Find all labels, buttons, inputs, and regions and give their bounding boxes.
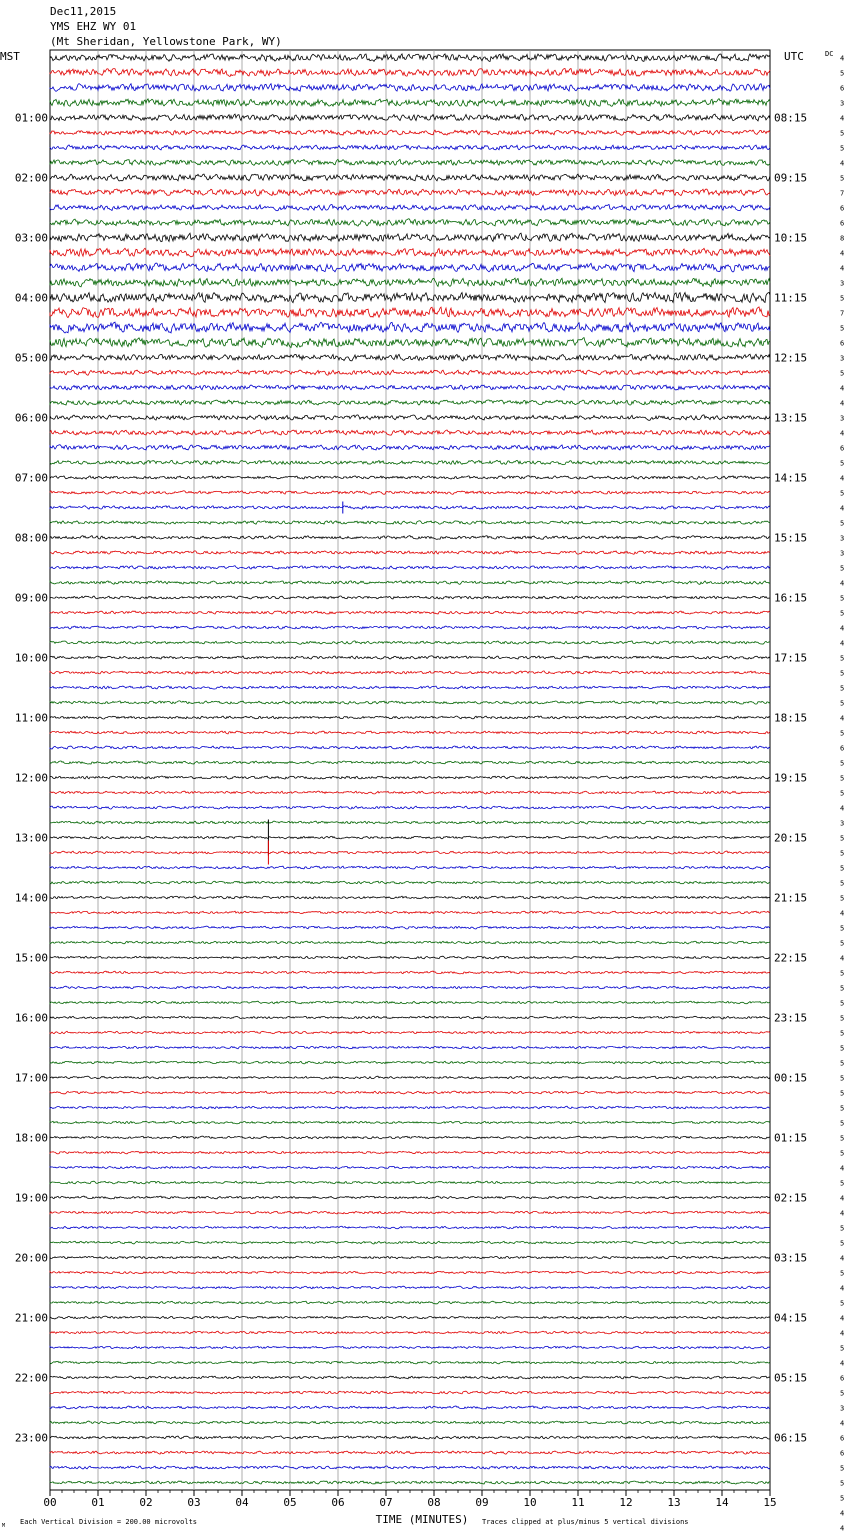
dc-offset-value: 5 xyxy=(840,1149,845,1158)
seismic-trace xyxy=(50,1001,770,1004)
dc-offset-value: 5 xyxy=(840,69,845,78)
dc-offset-value: 5 xyxy=(840,864,845,873)
dc-offset-values xyxy=(840,55,844,1534)
dc-offset-value: 7 xyxy=(840,309,845,318)
seismic-trace xyxy=(50,445,770,450)
seismic-trace xyxy=(50,1406,770,1409)
seismic-trace xyxy=(50,1031,770,1034)
dc-offset-value: 4 xyxy=(840,384,845,393)
dc-offset-value: 5 xyxy=(840,654,845,663)
dc-offset-value: 5 xyxy=(840,564,845,573)
dc-offset-value: 7 xyxy=(840,189,845,198)
left-hour-label: 13:00 xyxy=(14,831,48,845)
seismic-trace xyxy=(50,1046,770,1049)
x-tick-label: 12 xyxy=(619,1496,633,1509)
dc-offset-value: 4 xyxy=(840,1419,845,1428)
left-hour-label: 18:00 xyxy=(14,1131,48,1145)
dc-offset-value: 5 xyxy=(840,1179,845,1188)
seismic-trace xyxy=(50,761,770,764)
dc-offset-value: 5 xyxy=(840,294,845,303)
dc-offset-value: 5 xyxy=(840,774,845,783)
right-hour-label: 09:15 xyxy=(774,171,808,185)
dc-offset-value: 4 xyxy=(840,504,845,513)
right-hour-label: 22:15 xyxy=(774,951,808,965)
dc-offset-value: 4 xyxy=(840,579,845,588)
left-hour-label: 23:00 xyxy=(14,1431,48,1445)
dc-offset-value: 5 xyxy=(840,1059,845,1068)
seismic-trace xyxy=(50,322,770,333)
seismic-trace xyxy=(50,293,770,303)
dc-offset-value: 5 xyxy=(840,969,845,978)
seismic-trace xyxy=(50,896,770,899)
dc-offset-value: 5 xyxy=(840,1344,845,1353)
seismic-trace xyxy=(50,354,770,361)
seismic-trace xyxy=(50,159,770,165)
seismic-trace xyxy=(50,263,770,272)
dc-offset-value: 5 xyxy=(840,1074,845,1083)
seismic-trace xyxy=(50,1181,770,1184)
seismic-trace xyxy=(50,1346,770,1349)
right-hour-label: 13:15 xyxy=(774,411,808,425)
seismic-trace xyxy=(50,1091,770,1094)
dc-offset-value: 5 xyxy=(840,1239,845,1248)
seismic-trace xyxy=(50,1121,770,1124)
dc-offset-value: 4 xyxy=(840,264,845,273)
seismic-trace xyxy=(50,1301,770,1304)
dc-offset-value: 4 xyxy=(840,1209,845,1218)
dc-offset-value: 5 xyxy=(840,939,845,948)
dc-offset-value: 5 xyxy=(840,894,845,903)
x-tick-label: 13 xyxy=(667,1496,681,1509)
left-hour-label: 09:00 xyxy=(14,591,48,605)
dc-offset-value: 3 xyxy=(840,819,845,828)
right-hour-label: 14:15 xyxy=(774,471,808,485)
dc-offset-value: 4 xyxy=(840,474,845,483)
seismic-trace xyxy=(50,84,770,92)
dc-offset-value: 4 xyxy=(840,1524,845,1533)
seismic-traces xyxy=(50,54,770,1484)
seismic-trace xyxy=(50,821,770,824)
right-hour-label: 11:15 xyxy=(774,291,808,305)
left-hour-label: 02:00 xyxy=(14,171,48,185)
dc-offset-value: 3 xyxy=(840,354,845,363)
dc-offset-value: 5 xyxy=(840,609,845,618)
dc-offset-value: 5 xyxy=(840,1104,845,1113)
seismic-trace xyxy=(50,596,770,599)
seismic-trace xyxy=(50,1361,770,1364)
seismic-trace xyxy=(50,69,770,77)
dc-offset-value: 5 xyxy=(840,924,845,933)
right-hour-label: 01:15 xyxy=(774,1131,808,1145)
dc-offset-value: 5 xyxy=(840,879,845,888)
seismic-trace xyxy=(50,1136,770,1139)
dc-offset-value: 4 xyxy=(840,1509,845,1518)
seismic-trace xyxy=(50,415,770,420)
seismic-trace xyxy=(50,385,770,390)
left-hour-labels xyxy=(15,112,48,1445)
dc-offset-value: 5 xyxy=(840,984,845,993)
left-hour-label: 21:00 xyxy=(14,1311,48,1325)
seismic-trace xyxy=(50,248,770,257)
left-hour-label: 17:00 xyxy=(14,1071,48,1085)
chart-station: YMS EHZ WY 01 xyxy=(50,20,137,33)
dc-offset-value: 4 xyxy=(840,1284,845,1293)
seismic-trace xyxy=(50,1076,770,1079)
seismic-trace xyxy=(50,1016,770,1019)
dc-offset-value: 5 xyxy=(840,1224,845,1233)
dc-offset-value: 4 xyxy=(840,909,845,918)
seismic-trace xyxy=(50,1271,770,1274)
seismic-trace xyxy=(50,278,770,287)
right-hour-label: 06:15 xyxy=(774,1431,808,1445)
right-hour-label: 16:15 xyxy=(774,591,808,605)
dc-offset-value: 5 xyxy=(840,1389,845,1398)
seismic-trace xyxy=(50,130,770,135)
chart-date: Dec11,2015 xyxy=(50,5,117,18)
right-hour-label: 12:15 xyxy=(774,351,808,365)
left-hour-label: 03:00 xyxy=(14,231,48,245)
seismic-trace xyxy=(50,806,770,809)
dc-offset-value: 5 xyxy=(840,459,845,468)
dc-offset-value: 3 xyxy=(840,549,845,558)
x-tick-label: 15 xyxy=(763,1496,777,1509)
left-hour-label: 12:00 xyxy=(14,771,48,785)
dc-offset-value: 5 xyxy=(840,1269,845,1278)
scale-note: Each Vertical Division = 200.00 microvolts xyxy=(20,1518,198,1526)
seismic-trace xyxy=(50,370,770,375)
dc-offset-value: 5 xyxy=(840,759,845,768)
dc-offset-value: 5 xyxy=(840,519,845,528)
seismic-trace xyxy=(50,1331,770,1334)
left-hour-label: 16:00 xyxy=(14,1011,48,1025)
seismic-trace xyxy=(50,1376,770,1379)
seismic-trace xyxy=(50,611,770,614)
right-hour-label: 03:15 xyxy=(774,1251,808,1265)
right-hour-label: 19:15 xyxy=(774,771,808,785)
dc-offset-value: 5 xyxy=(840,699,845,708)
left-hour-label: 20:00 xyxy=(14,1251,48,1265)
seismic-trace xyxy=(50,521,770,524)
x-tick-label: 09 xyxy=(475,1496,489,1509)
seismic-trace xyxy=(50,791,770,794)
x-tick-label: 02 xyxy=(139,1496,153,1509)
seismic-trace xyxy=(50,491,770,495)
dc-offset-value: 6 xyxy=(840,204,845,213)
seismic-trace xyxy=(50,1166,770,1169)
dc-offset-value: 6 xyxy=(840,444,845,453)
right-hour-label: 17:15 xyxy=(774,651,808,665)
dc-offset-value: 4 xyxy=(840,249,845,258)
dc-offset-value: 5 xyxy=(840,1479,845,1488)
dc-offset-value: 5 xyxy=(840,789,845,798)
dc-offset-value: 4 xyxy=(840,1194,845,1203)
seismic-trace xyxy=(50,1436,770,1439)
dc-offset-value: 5 xyxy=(840,324,845,333)
corner-mark: M xyxy=(2,1523,6,1529)
dc-offset-value: 5 xyxy=(840,684,845,693)
left-hour-label: 10:00 xyxy=(14,651,48,665)
seismic-trace xyxy=(50,54,770,62)
seismic-trace xyxy=(50,1451,770,1454)
seismic-trace xyxy=(50,1286,770,1289)
dc-offset-value: 5 xyxy=(840,1014,845,1023)
left-timezone-label: MST xyxy=(0,50,20,63)
x-tick-label: 07 xyxy=(379,1496,393,1509)
dc-offset-value: 4 xyxy=(840,954,845,963)
seismic-trace xyxy=(50,536,770,540)
dc-offset-value: 4 xyxy=(840,714,845,723)
seismic-trace xyxy=(50,701,770,704)
seismic-trace xyxy=(50,174,770,181)
x-tick-label: 03 xyxy=(187,1496,201,1509)
dc-offset-value: 3 xyxy=(840,279,845,288)
dc-offset-value: 3 xyxy=(840,99,845,108)
seismic-trace xyxy=(50,581,770,585)
seismic-trace xyxy=(50,506,770,509)
right-hour-label: 21:15 xyxy=(774,891,808,905)
seismic-trace xyxy=(50,956,770,959)
right-hour-label: 02:15 xyxy=(774,1191,808,1205)
dc-offset-value: 4 xyxy=(840,1359,845,1368)
dc-offset-value: 4 xyxy=(840,1164,845,1173)
right-hour-label: 20:15 xyxy=(774,831,808,845)
right-hour-labels xyxy=(774,112,807,1445)
dc-offset-value: 5 xyxy=(840,594,845,603)
seismic-trace xyxy=(50,1196,770,1199)
seismic-trace xyxy=(50,1481,770,1484)
dc-offset-value: 6 xyxy=(840,744,845,753)
dc-offset-value: 4 xyxy=(840,159,845,168)
dc-offset-value: 5 xyxy=(840,1134,845,1143)
dc-offset-value: 4 xyxy=(840,399,845,408)
right-hour-label: 10:15 xyxy=(774,231,808,245)
dc-offset-value: 5 xyxy=(840,669,845,678)
right-hour-label: 04:15 xyxy=(774,1311,808,1325)
left-hour-label: 19:00 xyxy=(14,1191,48,1205)
seismic-trace xyxy=(50,476,770,479)
seismic-trace xyxy=(50,233,770,242)
vertical-gridlines xyxy=(98,50,722,1490)
dc-offset-value: 3 xyxy=(840,414,845,423)
dc-offset-value: 6 xyxy=(840,339,845,348)
seismic-trace xyxy=(50,656,770,659)
seismic-trace xyxy=(50,911,770,914)
dc-offset-value: 4 xyxy=(840,114,845,123)
dc-offset-value: 5 xyxy=(840,489,845,498)
seismic-trace xyxy=(50,836,770,839)
dc-offset-value: 6 xyxy=(840,1434,845,1443)
dc-offset-value: 5 xyxy=(840,834,845,843)
dc-offset-value: 5 xyxy=(840,144,845,153)
left-hour-label: 06:00 xyxy=(14,411,48,425)
seismic-trace xyxy=(50,926,770,929)
seismic-trace xyxy=(50,114,770,121)
seismic-trace xyxy=(50,776,770,779)
seismic-trace xyxy=(50,1226,770,1229)
seismic-trace xyxy=(50,1256,770,1259)
seismic-trace xyxy=(50,1061,770,1064)
dc-offset-value: 5 xyxy=(840,1044,845,1053)
seismic-trace xyxy=(50,430,770,435)
dc-offset-value: 3 xyxy=(840,534,845,543)
dc-offset-value: 5 xyxy=(840,1119,845,1128)
seismic-trace xyxy=(50,307,770,318)
dc-offset-value: 4 xyxy=(840,429,845,438)
right-hour-label: 23:15 xyxy=(774,1011,808,1025)
right-hour-label: 15:15 xyxy=(774,531,808,545)
dc-offset-value: 4 xyxy=(840,1254,845,1263)
dc-offset-value: 4 xyxy=(840,1314,845,1323)
seismic-trace xyxy=(50,746,770,749)
left-hour-label: 14:00 xyxy=(14,891,48,905)
x-tick-label: 06 xyxy=(331,1496,345,1509)
seismic-trace xyxy=(50,881,770,884)
seismic-trace xyxy=(50,671,770,674)
seismic-trace xyxy=(50,686,770,689)
dc-offset-value: 4 xyxy=(840,1329,845,1338)
seismic-trace xyxy=(50,986,770,989)
dc-offset-value: 5 xyxy=(840,174,845,183)
dc-offset-value: 5 xyxy=(840,129,845,138)
seismic-trace xyxy=(50,1466,770,1469)
seismic-trace xyxy=(50,626,770,629)
x-axis-title: TIME (MINUTES) xyxy=(375,1513,469,1526)
clip-note: Traces clipped at plus/minus 5 vertical divisions xyxy=(482,1518,689,1526)
dc-offset-value: 6 xyxy=(840,219,845,228)
left-hour-label: 15:00 xyxy=(14,951,48,965)
seismic-trace xyxy=(50,145,770,150)
left-hour-label: 04:00 xyxy=(14,291,48,305)
seismic-trace xyxy=(50,1151,770,1154)
x-tick-label: 01 xyxy=(91,1496,105,1509)
seismic-trace xyxy=(50,941,770,944)
dc-offset-value: 5 xyxy=(840,1494,845,1503)
seismic-trace xyxy=(50,460,770,464)
left-hour-label: 08:00 xyxy=(14,531,48,545)
dc-offset-value: 4 xyxy=(840,54,845,63)
dc-offset-value: 4 xyxy=(840,804,845,813)
left-hour-label: 11:00 xyxy=(14,711,48,725)
x-axis xyxy=(43,1490,776,1509)
x-tick-label: 00 xyxy=(43,1496,57,1509)
dc-label: DC xyxy=(825,50,834,58)
seismic-trace xyxy=(50,566,770,570)
left-hour-label: 01:00 xyxy=(14,111,48,125)
seismic-trace xyxy=(50,866,770,869)
dc-offset-value: 4 xyxy=(840,624,845,633)
dc-offset-value: 3 xyxy=(840,1404,845,1413)
dc-offset-value: 5 xyxy=(840,1029,845,1038)
dc-offset-value: 6 xyxy=(840,1374,845,1383)
seismic-trace xyxy=(50,731,770,734)
x-tick-label: 10 xyxy=(523,1496,537,1509)
right-timezone-label: UTC xyxy=(784,50,804,63)
seismic-trace xyxy=(50,219,770,226)
dc-offset-value: 4 xyxy=(840,639,845,648)
left-hour-label: 05:00 xyxy=(14,351,48,365)
right-hour-label: 18:15 xyxy=(774,711,808,725)
seismic-trace xyxy=(50,1391,770,1394)
seismic-trace xyxy=(50,99,770,107)
dc-offset-value: 5 xyxy=(840,849,845,858)
dc-offset-value: 5 xyxy=(840,369,845,378)
right-hour-label: 08:15 xyxy=(774,111,808,125)
seismic-trace xyxy=(50,551,770,555)
dc-offset-value: 5 xyxy=(840,1464,845,1473)
seismic-trace xyxy=(50,400,770,405)
x-tick-label: 14 xyxy=(715,1496,729,1509)
x-tick-label: 05 xyxy=(283,1496,297,1509)
seismic-trace xyxy=(50,205,770,211)
x-tick-label: 04 xyxy=(235,1496,249,1509)
seismic-trace xyxy=(50,1241,770,1244)
x-tick-label: 08 xyxy=(427,1496,441,1509)
left-hour-label: 07:00 xyxy=(14,471,48,485)
dc-offset-value: 6 xyxy=(840,84,845,93)
dc-offset-value: 5 xyxy=(840,729,845,738)
seismic-trace xyxy=(50,1316,770,1319)
seismic-trace xyxy=(50,1211,770,1214)
seismic-trace xyxy=(50,641,770,644)
seismic-trace xyxy=(50,338,770,348)
dc-offset-value: 5 xyxy=(840,1089,845,1098)
seismic-trace xyxy=(50,1421,770,1424)
dc-offset-value: 6 xyxy=(840,1449,845,1458)
dc-offset-value: 5 xyxy=(840,1299,845,1308)
x-tick-label: 11 xyxy=(571,1496,585,1509)
right-hour-label: 05:15 xyxy=(774,1371,808,1385)
seismic-trace xyxy=(50,716,770,719)
dc-offset-value: 8 xyxy=(840,234,845,243)
seismic-trace xyxy=(50,189,770,196)
seismic-trace xyxy=(50,971,770,974)
right-hour-label: 00:15 xyxy=(774,1071,808,1085)
left-hour-label: 22:00 xyxy=(14,1371,48,1385)
seismic-trace xyxy=(50,851,770,854)
chart-location: (Mt Sheridan, Yellowstone Park, WY) xyxy=(50,35,282,48)
dc-offset-value: 5 xyxy=(840,999,845,1008)
seismic-trace xyxy=(50,1106,770,1109)
